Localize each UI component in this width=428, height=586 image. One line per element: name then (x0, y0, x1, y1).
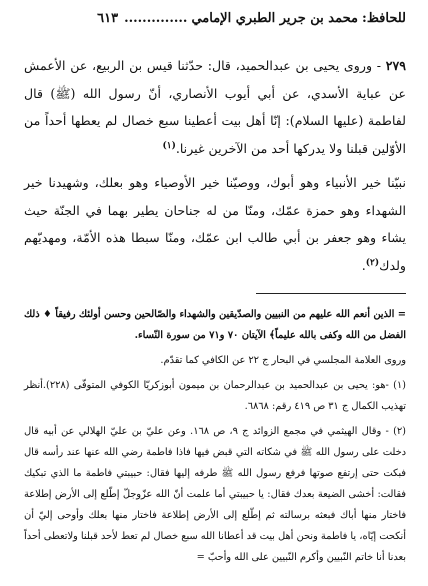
running-header (24, 10, 406, 28)
footnote-1: (١) -هو: يحيى بن عبدالحميد بن عبدالرحمان بن ميمون أبوزكريّا الكوفي المتوفّى (٢٢٨).أنظر تهذيب الكمال ج ٣١ ص ٤١٩ رقم: ٦٨٦٨. (24, 380, 406, 412)
footnote-continuation: = الذين أنعم الله عليهم من النبيين والصدّيقين والشهداء والصّالحين وحسن أولئك رفيقاً ♦ ذلك الفضل من الله وكفى بالله عليماً﴾ الآيتان ٧٠ و٧١ من سورة النّساء. (24, 309, 406, 341)
footnotes (24, 304, 406, 568)
main-text (24, 52, 406, 279)
header-author-label: للحافظ: (362, 11, 406, 26)
footnote-ref-2[interactable]: (٢) (365, 257, 380, 268)
header-author-name: محمد بن جرير الطبري الإمامي (191, 11, 359, 26)
header-dots: .............. (124, 11, 188, 26)
footnote-ref-1[interactable]: (١) (162, 140, 176, 151)
footnote-2: (٢) - وقال الهيثمي في مجمع الزوائد ج ٩، ص ١٦٨. وعن عليّ بن عليّ الهلالي عن أبيه قال دخلت على رسول الله ﷺ في شكاته التي قبض فيها فاذا فاطمة رضي الله عنها عند رأسه قال فبكت حتى إرتفع صوتها فرفع رسول الله ﷺ طرفه إليها فقال: حبيبتي فاطمة ما الذي تبكيك فقالت: أخشى الضيعة بعدك فقال: يا حبيبتي أما علمت أنّ الله عزّوجلّ إطّلع إلى الأرض إطلاعة فاختار منها أباك فبعثه برسالته ثم إطّلع إلى الأرض إطلاعة فاختار منها بعلك وأوحى إليّ أن أنكحت إيّاه، يا فاطمة ونحن أهل بيت قد أعطانا الله سبع خصال لم تعط لأحد قبلنا ولاتعطى أحداً بعدنا أنا خاتم النّبيين وأكرم النّبيين على الله وأحبّ = (24, 426, 406, 563)
hadith-text-2-end: . (361, 257, 366, 273)
footnote-divider (256, 293, 406, 294)
page-number: ٦١٣ (97, 11, 119, 26)
hadith-text-2: نبيّنا خير الأنبياء وهو أبوك، ووصيّنا خير الأوصياء وهو بعلك، وشهيدنا خير الشهداء وهو حمزة عمّك، ومنّا من له جناحان يطير بهما في الجنّة حيث يشاء وهو جعفر بن أبي طالب ابن عمّك، ومنّا سبطا هذه الأمّة، ومهديّهم ولدك (24, 175, 406, 273)
hadith-paragraph-1 (24, 52, 406, 162)
hadith-text-1: - وروى يحيى بن عبدالحميد، قال: حدّثنا قيس بن الربيع، عن الأعمش عن عباية الأسدي، عن أبي أيوب الأنصاري، أنّ رسول الله (ﷺ) قال لفاطمة (عليها السلام): إنّا أهل بيت أعطينا سبع خصال لم يعطها أحداً من الأوّلين قبلنا ولا يدركها أحد من الآخرين غيرنا. (24, 58, 406, 156)
footnote-majlisi: وروى العلامة المجلسي في البحار ج ٢٢ عن الكافي كما تقدّم. (160, 355, 406, 366)
hadith-paragraph-2 (24, 169, 406, 279)
hadith-number: ٢٧٩ (385, 58, 406, 73)
